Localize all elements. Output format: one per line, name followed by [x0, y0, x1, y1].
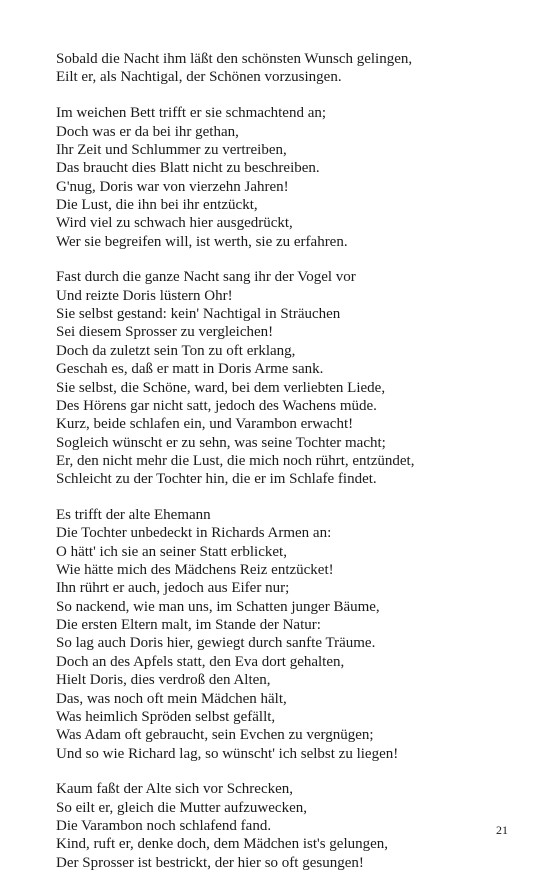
- verse-line: Ihn rührt er auch, jedoch aus Eifer nur;: [56, 580, 290, 597]
- verse-line: Und so wie Richard lag, so wünscht' ich selbst zu liegen!: [56, 745, 399, 762]
- verse-line: Kind, ruft er, denke doch, dem Mädchen ist's gelungen,: [56, 836, 389, 853]
- verse-line: Des Hörens gar nicht satt, jedoch des Wachens müde.: [56, 397, 377, 414]
- verse-line: Sie selbst, die Schöne, ward, bei dem verliebten Liede,: [56, 379, 386, 396]
- verse-line: Doch da zuletzt sein Ton zu oft erklang,: [56, 342, 296, 359]
- verse-line: Sobald die Nacht ihm läßt den schönsten Wunsch gelingen,: [56, 51, 413, 67]
- verse-line: Es trifft der alte Ehemann: [56, 507, 211, 524]
- verse-line: G'nug, Doris war von vierzehn Jahren!: [56, 178, 289, 195]
- verse-line: So eilt er, gleich die Mutter aufzuwecken,: [56, 799, 307, 816]
- verse-line: O hätt' ich sie an seiner Statt erblicket,: [56, 543, 287, 560]
- stanza-2: [56, 104, 526, 251]
- verse-line: Wie hätte mich des Mädchens Reiz entzücket!: [56, 562, 334, 579]
- verse-line: So lag auch Doris hier, gewiegt durch sanfte Träume.: [56, 635, 376, 652]
- stanza-4: [56, 506, 526, 763]
- verse-line: Was heimlich Spröden selbst gefällt,: [56, 708, 276, 725]
- stanza-5: [56, 780, 526, 872]
- poem-text: [56, 50, 526, 890]
- verse-line: Und reizte Doris lüstern Ohr!: [56, 287, 233, 304]
- verse-line: Wird viel zu schwach hier ausgedrückt,: [56, 215, 293, 232]
- verse-line: Die Varambon noch schlafend fand.: [56, 818, 272, 835]
- stanza-3: [56, 268, 526, 488]
- verse-line: Fast durch die ganze Nacht sang ihr der Vogel vor: [56, 269, 356, 286]
- verse-line: Geschah es, daß er matt in Doris Arme sank.: [56, 361, 324, 378]
- verse-line: Die Lust, die ihn bei ihr entzückt,: [56, 196, 258, 213]
- page-number: 21: [496, 823, 508, 837]
- verse-line: Das braucht dies Blatt nicht zu beschreiben.: [56, 160, 320, 177]
- verse-line: Die ersten Eltern malt, im Stande der Natur:: [56, 617, 321, 634]
- verse-line: Im weichen Bett trifft er sie schmachtend an;: [56, 105, 327, 122]
- verse-line: Sie selbst gestand: kein' Nachtigal in Sträuchen: [56, 306, 341, 323]
- verse-line: Hielt Doris, dies verdroß den Alten,: [56, 672, 271, 689]
- stanza-1: [56, 50, 526, 87]
- verse-line: Was Adam oft gebraucht, sein Evchen zu vergnügen;: [56, 727, 374, 744]
- verse-line: Die Tochter unbedeckt in Richards Armen an:: [56, 525, 332, 542]
- verse-line: Kurz, beide schlafen ein, und Varambon erwacht!: [56, 416, 354, 433]
- verse-line: Doch an des Apfels statt, den Eva dort gehalten,: [56, 653, 345, 670]
- verse-line: Doch was er da bei ihr gethan,: [56, 123, 239, 140]
- verse-line: Sogleich wünscht er zu sehn, was seine Tochter macht;: [56, 434, 386, 451]
- verse-line: Eilt er, als Nachtigal, der Schönen vorzusingen.: [56, 69, 342, 86]
- verse-line: Kaum faßt der Alte sich vor Schrecken,: [56, 781, 294, 798]
- verse-line: Das, was noch oft mein Mädchen hält,: [56, 690, 287, 707]
- verse-line: Sei diesem Sprosser zu vergleichen!: [56, 324, 274, 341]
- verse-line: Ihr Zeit und Schlummer zu vertreiben,: [56, 141, 287, 158]
- verse-line: Wer sie begreifen will, ist werth, sie zu erfahren.: [56, 233, 348, 250]
- verse-line: So nackend, wie man uns, im Schatten junger Bäume,: [56, 598, 380, 615]
- verse-line: Schleicht zu der Tochter hin, die er im Schlafe findet.: [56, 471, 377, 488]
- verse-line: Er, den nicht mehr die Lust, die mich noch rührt, entzündet,: [56, 452, 415, 469]
- verse-line: Der Sprosser ist bestrickt, der hier so oft gesungen!: [56, 854, 364, 871]
